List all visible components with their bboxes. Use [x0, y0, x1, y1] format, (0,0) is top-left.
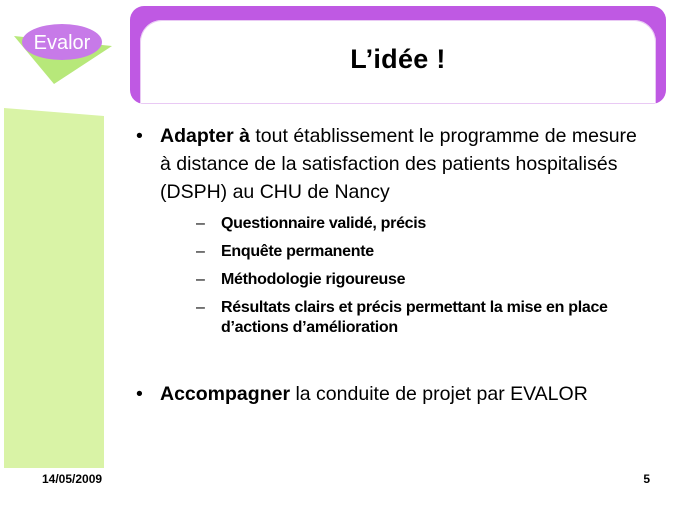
title-frame — [130, 6, 666, 104]
sub-item-resultats — [160, 298, 650, 338]
slide-content — [130, 122, 650, 408]
sub-item-text: Enquête permanente — [221, 243, 374, 260]
bullet-strong-text: Adapter à — [160, 125, 250, 147]
page-number: 5 — [643, 472, 650, 486]
bullet-item-adapter — [130, 122, 650, 338]
sub-list — [160, 214, 650, 338]
sub-item-questionnaire — [160, 214, 650, 234]
sub-item-marker: – — [196, 243, 205, 260]
bullet-marker: • — [136, 125, 143, 147]
bullet-text: tout établissement le programme de mesure à distance de la satisfaction des patients hospitalisés (DSPH) au CHU de Nancy — [160, 125, 637, 203]
evalor-logo — [10, 16, 120, 86]
slide-title: L’idée ! — [350, 44, 446, 74]
sub-item-text: Résultats clairs et précis permettant la mise en place d’actions d’amélioration — [221, 299, 608, 336]
bullet-strong-text: Accompagner — [160, 383, 291, 405]
sub-item-text: Questionnaire validé, précis — [221, 215, 427, 232]
sub-item-marker: – — [196, 299, 205, 316]
sub-item-marker: – — [196, 271, 205, 288]
bullet-item-accompagner — [130, 380, 650, 408]
bullet-marker: • — [136, 383, 143, 405]
logo-text: Evalor — [33, 32, 91, 54]
sub-item-methodologie — [160, 270, 650, 290]
sub-item-text: Méthodologie rigoureuse — [221, 271, 406, 288]
sub-item-enquete — [160, 242, 650, 262]
sub-item-marker: – — [196, 215, 205, 232]
side-decoration-bar — [4, 108, 104, 468]
footer-date: 14/05/2009 — [42, 472, 103, 486]
bullet-text: la conduite de projet par EVALOR — [290, 383, 588, 405]
